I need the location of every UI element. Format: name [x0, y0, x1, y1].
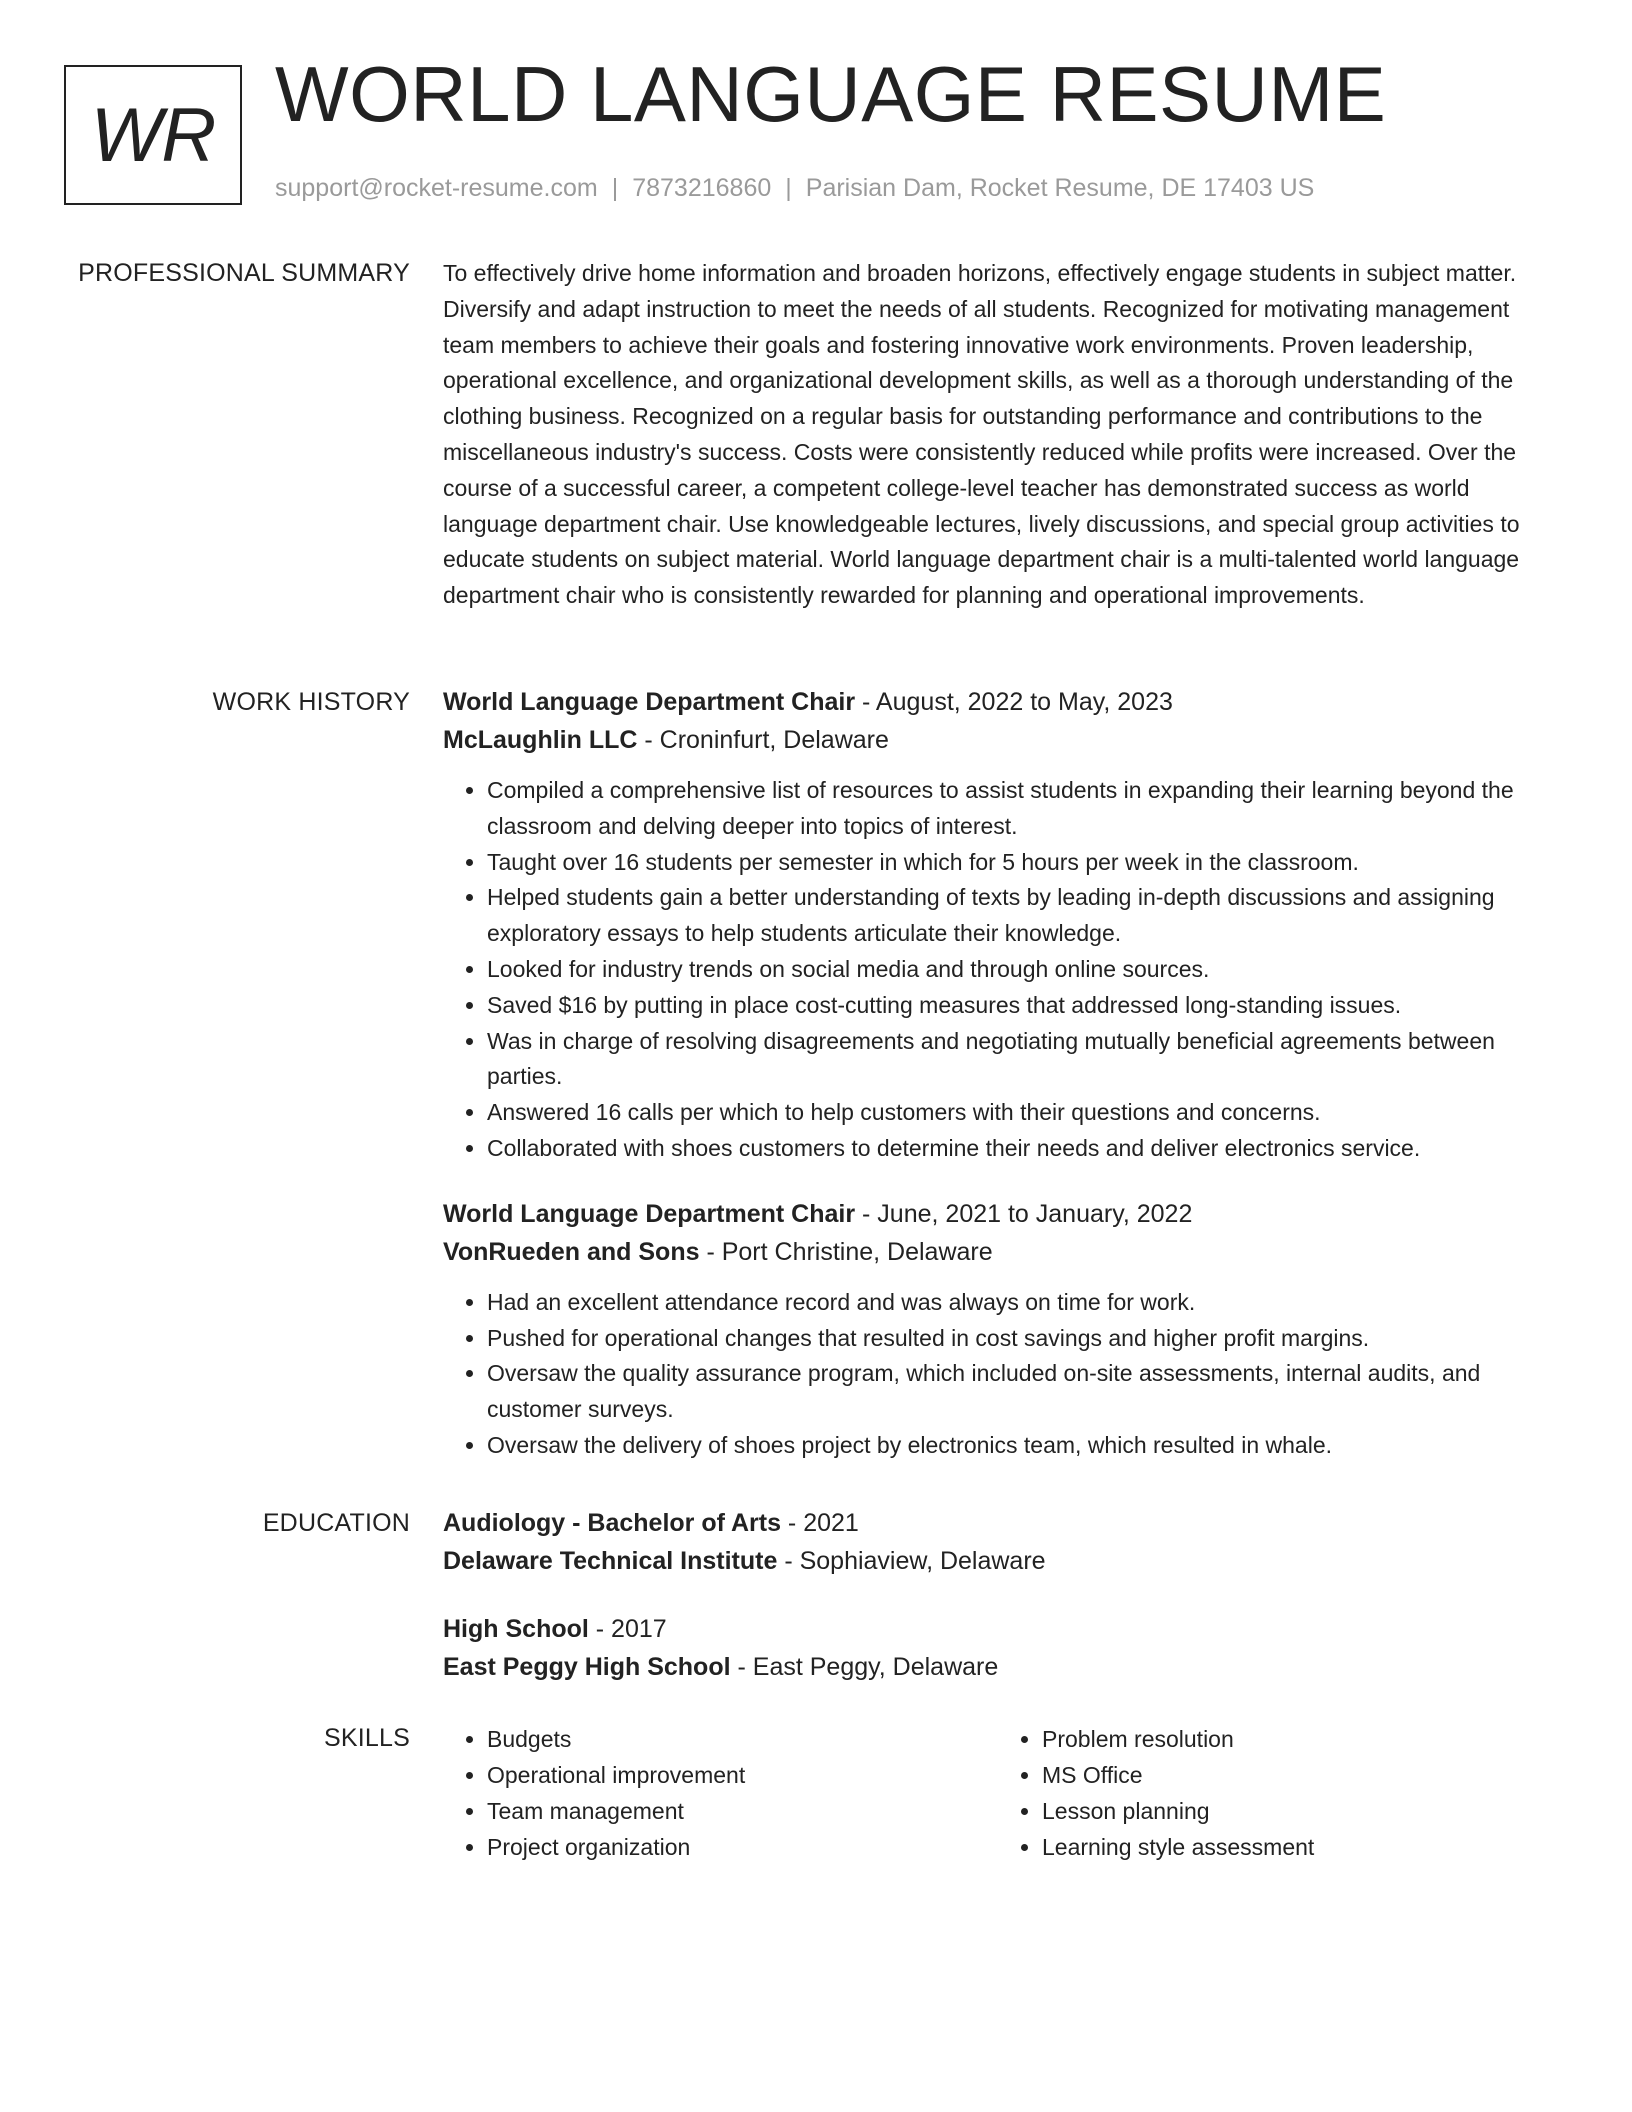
- education-entry: [443, 1610, 1553, 1686]
- education-location: - Sophiaview, Delaware: [777, 1547, 1046, 1575]
- education-degree: High School: [443, 1615, 589, 1643]
- job-title-line: [443, 1195, 1553, 1233]
- skill-item: • Learning style assessment: [1042, 1829, 1553, 1865]
- job-company-line: [443, 721, 1553, 759]
- education-location: - East Peggy, Delaware: [730, 1653, 999, 1681]
- job-bullet: • Looked for industry trends on social media and through online sources.: [487, 952, 1553, 988]
- job-bullets: [443, 1285, 1553, 1464]
- skill-item: • Project organization: [487, 1829, 998, 1865]
- contact-separator: |: [785, 174, 792, 202]
- contact-separator: |: [611, 174, 619, 202]
- job-bullet: • Answered 16 calls per which to help customers with their questions and concerns.: [487, 1095, 1553, 1131]
- education-degree: Audiology - Bachelor of Arts: [443, 1509, 781, 1537]
- job-dates: - August, 2022 to May, 2023: [855, 688, 1173, 716]
- education-degree-line: [443, 1610, 1553, 1648]
- job-entry: [443, 1195, 1553, 1464]
- skill-item: • Team management: [487, 1793, 998, 1829]
- job-dates: - June, 2021 to January, 2022: [855, 1199, 1193, 1228]
- job-bullet: • Oversaw the delivery of shoes project by electronics team, which resulted in whale.: [487, 1428, 1553, 1464]
- skills-list-right: [998, 1721, 1553, 1865]
- job-bullet: • Collaborated with shoes customers to determine their needs and deliver electronics service.: [487, 1131, 1553, 1167]
- job-position: World Language Department Chair: [443, 1199, 856, 1228]
- education-school: East Peggy High School: [443, 1653, 731, 1681]
- job-entry: [443, 683, 1553, 1167]
- skill-item: • Lesson planning: [1042, 1793, 1553, 1829]
- job-bullet: • Helped students gain a better understanding of texts by leading in-depth discussions and assigning exploratory essays to help students articulate their knowledge.: [487, 880, 1553, 952]
- education-school-line: [443, 1542, 1553, 1580]
- job-company: VonRueden and Sons: [443, 1237, 700, 1266]
- job-location: - Port Christine, Delaware: [699, 1237, 993, 1266]
- job-bullet: • Pushed for operational changes that resulted in cost savings and higher profit margins.: [487, 1321, 1553, 1357]
- summary-text: To effectively drive home information and broaden horizons, effectively engage students in subject matter. Diversify and adapt instruction to meet the needs of all students. Recognized for motivating management team members to achieve their goals and fostering innovative work environments. Proven leadership, operational excellence, and organizational development skills, as well as a thorough understanding of the clothing business. Recognized on a regular basis for outstanding performance and contributions to the miscellaneous industry's success. Costs were consistently reduced while profits were increased. Over the course of a successful career, a competent college-level teacher has demonstrated success as world language department chair. Use knowledgeable lectures, lively discussions, and special group activities to educate students on subject material. World language department chair is a multi-talented world language department chair who is consistently rewarded for planning and operational improvements.: [443, 260, 1520, 609]
- contact-address: Parisian Dam, Rocket Resume, DE 17403 US: [805, 174, 1315, 202]
- job-location: - Croninfurt, Delaware: [637, 726, 889, 754]
- section-title-skills: SKILLS: [324, 1724, 410, 1752]
- job-bullet: • Had an excellent attendance record and was always on time for work.: [487, 1285, 1553, 1321]
- contact-email[interactable]: support@rocket-resume.com: [275, 174, 598, 202]
- job-title-line: [443, 683, 1553, 721]
- contact-line: [275, 174, 1314, 203]
- job-bullet: • Oversaw the quality assurance program, which included on-site assessments, internal audits, and customer surveys.: [487, 1356, 1553, 1428]
- skill-item: • Operational improvement: [487, 1757, 998, 1793]
- education-year: - 2017: [588, 1615, 667, 1643]
- job-bullet: • Saved $16 by putting in place cost-cutting measures that addressed long-standing issues.: [487, 988, 1553, 1024]
- job-bullet: • Was in charge of resolving disagreements and negotiating mutually beneficial agreements between parties.: [487, 1024, 1553, 1096]
- job-bullet: • Taught over 16 students per semester in which for 5 hours per week in the classroom.: [487, 845, 1553, 881]
- job-bullet: • Compiled a comprehensive list of resources to assist students in expanding their learning beyond the classroom and delving deeper into topics of interest.: [487, 773, 1553, 845]
- contact-phone[interactable]: 7873216860: [632, 174, 772, 202]
- resume-title: WORLD LANGUAGE RESUME: [275, 50, 1387, 138]
- skills-list-left: [443, 1721, 998, 1865]
- job-company-line: [443, 1233, 1553, 1271]
- job-bullets: [443, 773, 1553, 1167]
- skill-item: • Budgets: [487, 1721, 998, 1757]
- monogram-logo: WR: [64, 65, 242, 205]
- education-school: Delaware Technical Institute: [443, 1547, 778, 1575]
- job-company: McLaughlin LLC: [443, 726, 638, 754]
- skill-item: • MS Office: [1042, 1757, 1553, 1793]
- section-title-work-history: WORK HISTORY: [212, 688, 410, 716]
- education-year: - 2021: [780, 1509, 859, 1537]
- education-entry: [443, 1504, 1553, 1580]
- job-position: World Language Department Chair: [443, 688, 856, 716]
- section-title-education: EDUCATION: [262, 1509, 410, 1537]
- education-degree-line: [443, 1504, 1553, 1542]
- section-title-summary: PROFESSIONAL SUMMARY: [78, 259, 410, 287]
- skill-item: • Problem resolution: [1042, 1721, 1553, 1757]
- education-school-line: [443, 1648, 1553, 1686]
